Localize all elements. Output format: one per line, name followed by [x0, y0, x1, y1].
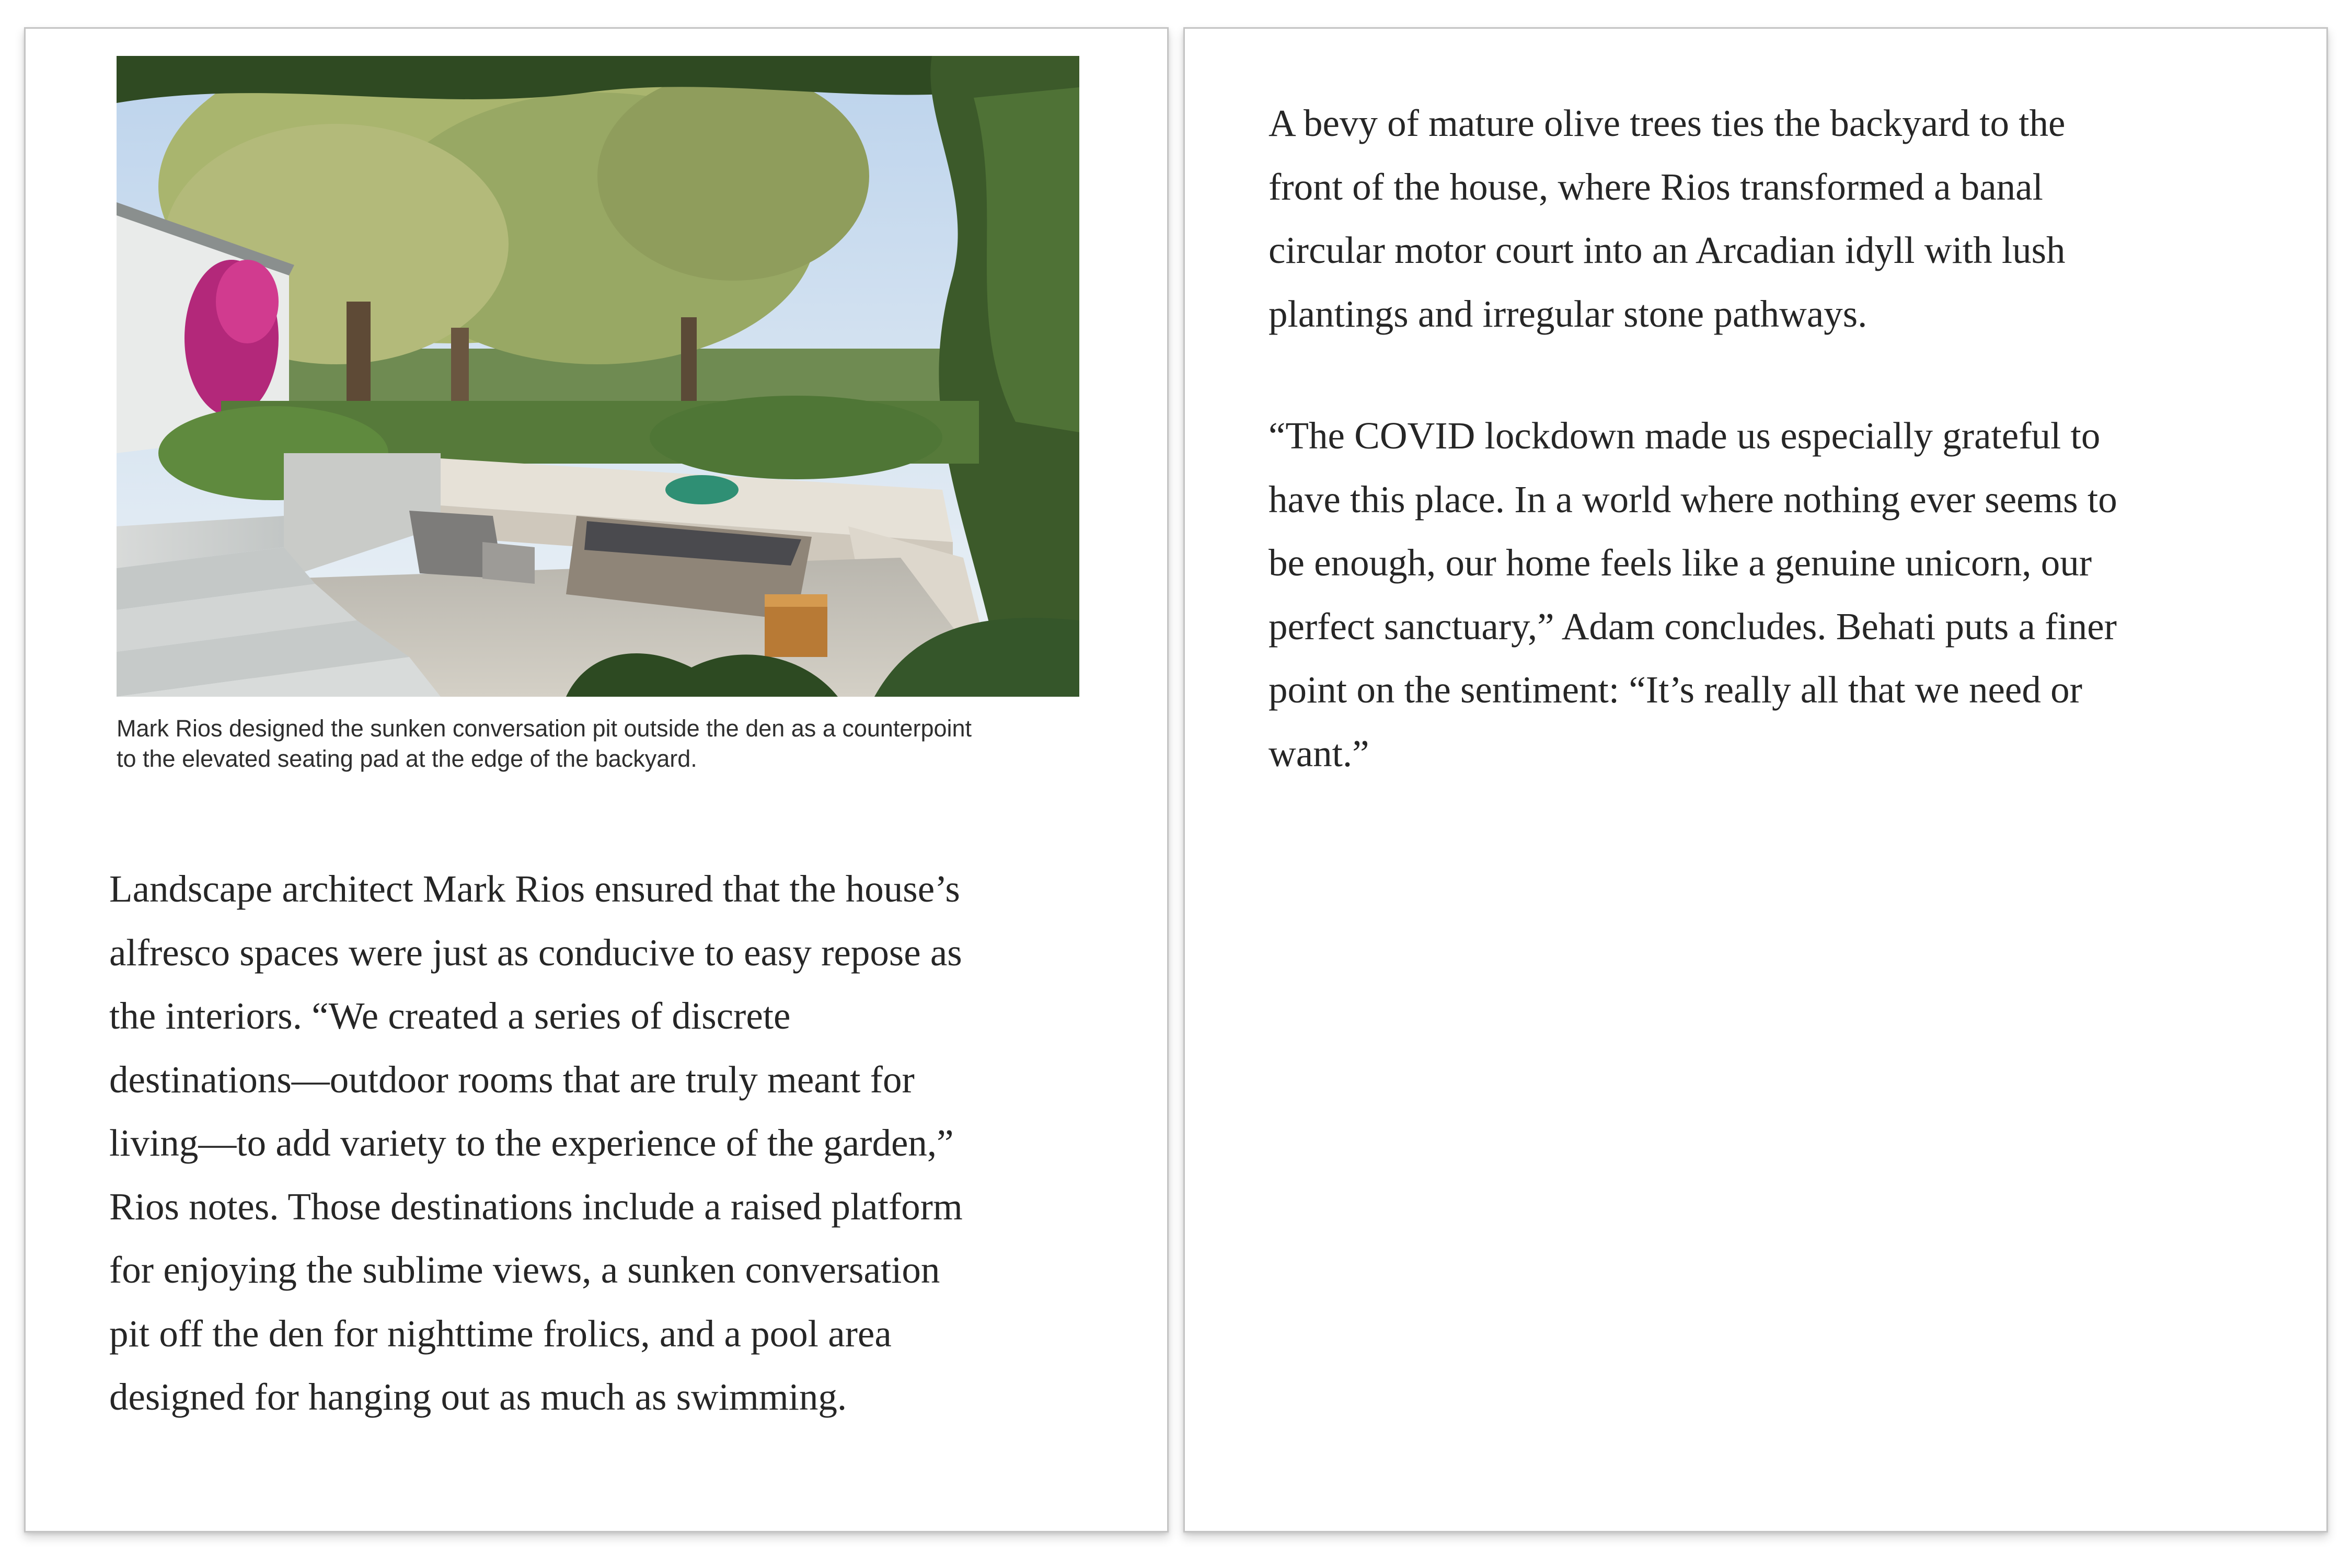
text-line: plantings and irregular stone pathways. [1269, 292, 1867, 335]
photo-caption [117, 713, 1079, 774]
text-line: circular motor court into an Arcadian idyll with lush [1269, 229, 2066, 271]
text-line: pit off the den for nighttime frolics, and a pool area [109, 1312, 892, 1355]
text-line: Rios notes. Those destinations include a raised platform [109, 1185, 963, 1228]
caption-line: to the elevated seating pad at the edge of the backyard. [117, 745, 697, 772]
text-line: perfect sanctuary,” Adam concludes. Behati puts a finer [1269, 605, 2117, 648]
landscape-paragraph [109, 857, 963, 1429]
quote-paragraph [1269, 404, 2117, 785]
caption-line: Mark Rios designed the sunken conversation pit outside the den as a counterpoint [117, 715, 972, 742]
text-line: “The COVID lockdown made us especially grateful to [1269, 414, 2101, 457]
text-line: want.” [1269, 732, 1369, 775]
text-line: have this place. In a world where nothing ever seems to [1269, 478, 2117, 521]
text-line: A bevy of mature olive trees ties the backyard to the [1269, 102, 2066, 144]
text-line: be enough, our home feels like a genuine unicorn, our [1269, 541, 2092, 584]
olive-trees-paragraph [1269, 91, 2066, 345]
text-line: living—to add variety to the experience of the garden,” [109, 1122, 954, 1164]
text-line: for enjoying the sublime views, a sunken conversation [109, 1249, 940, 1291]
garden-photo-figure [117, 56, 1079, 774]
text-line: alfresco spaces were just as conducive to easy repose as [109, 931, 962, 974]
right-page [1183, 27, 2328, 1532]
left-page [24, 27, 1169, 1532]
text-line: destinations—outdoor rooms that are truly meant for [109, 1058, 915, 1101]
text-line: front of the house, where Rios transformed a banal [1269, 165, 2043, 208]
garden-conversation-pit-photo [117, 56, 1079, 697]
text-line: point on the sentiment: “It’s really all that we need or [1269, 668, 2082, 711]
text-line: Landscape architect Mark Rios ensured that the house’s [109, 868, 960, 910]
text-line: the interiors. “We created a series of discrete [109, 995, 791, 1037]
text-line: designed for hanging out as much as swimming. [109, 1376, 847, 1418]
